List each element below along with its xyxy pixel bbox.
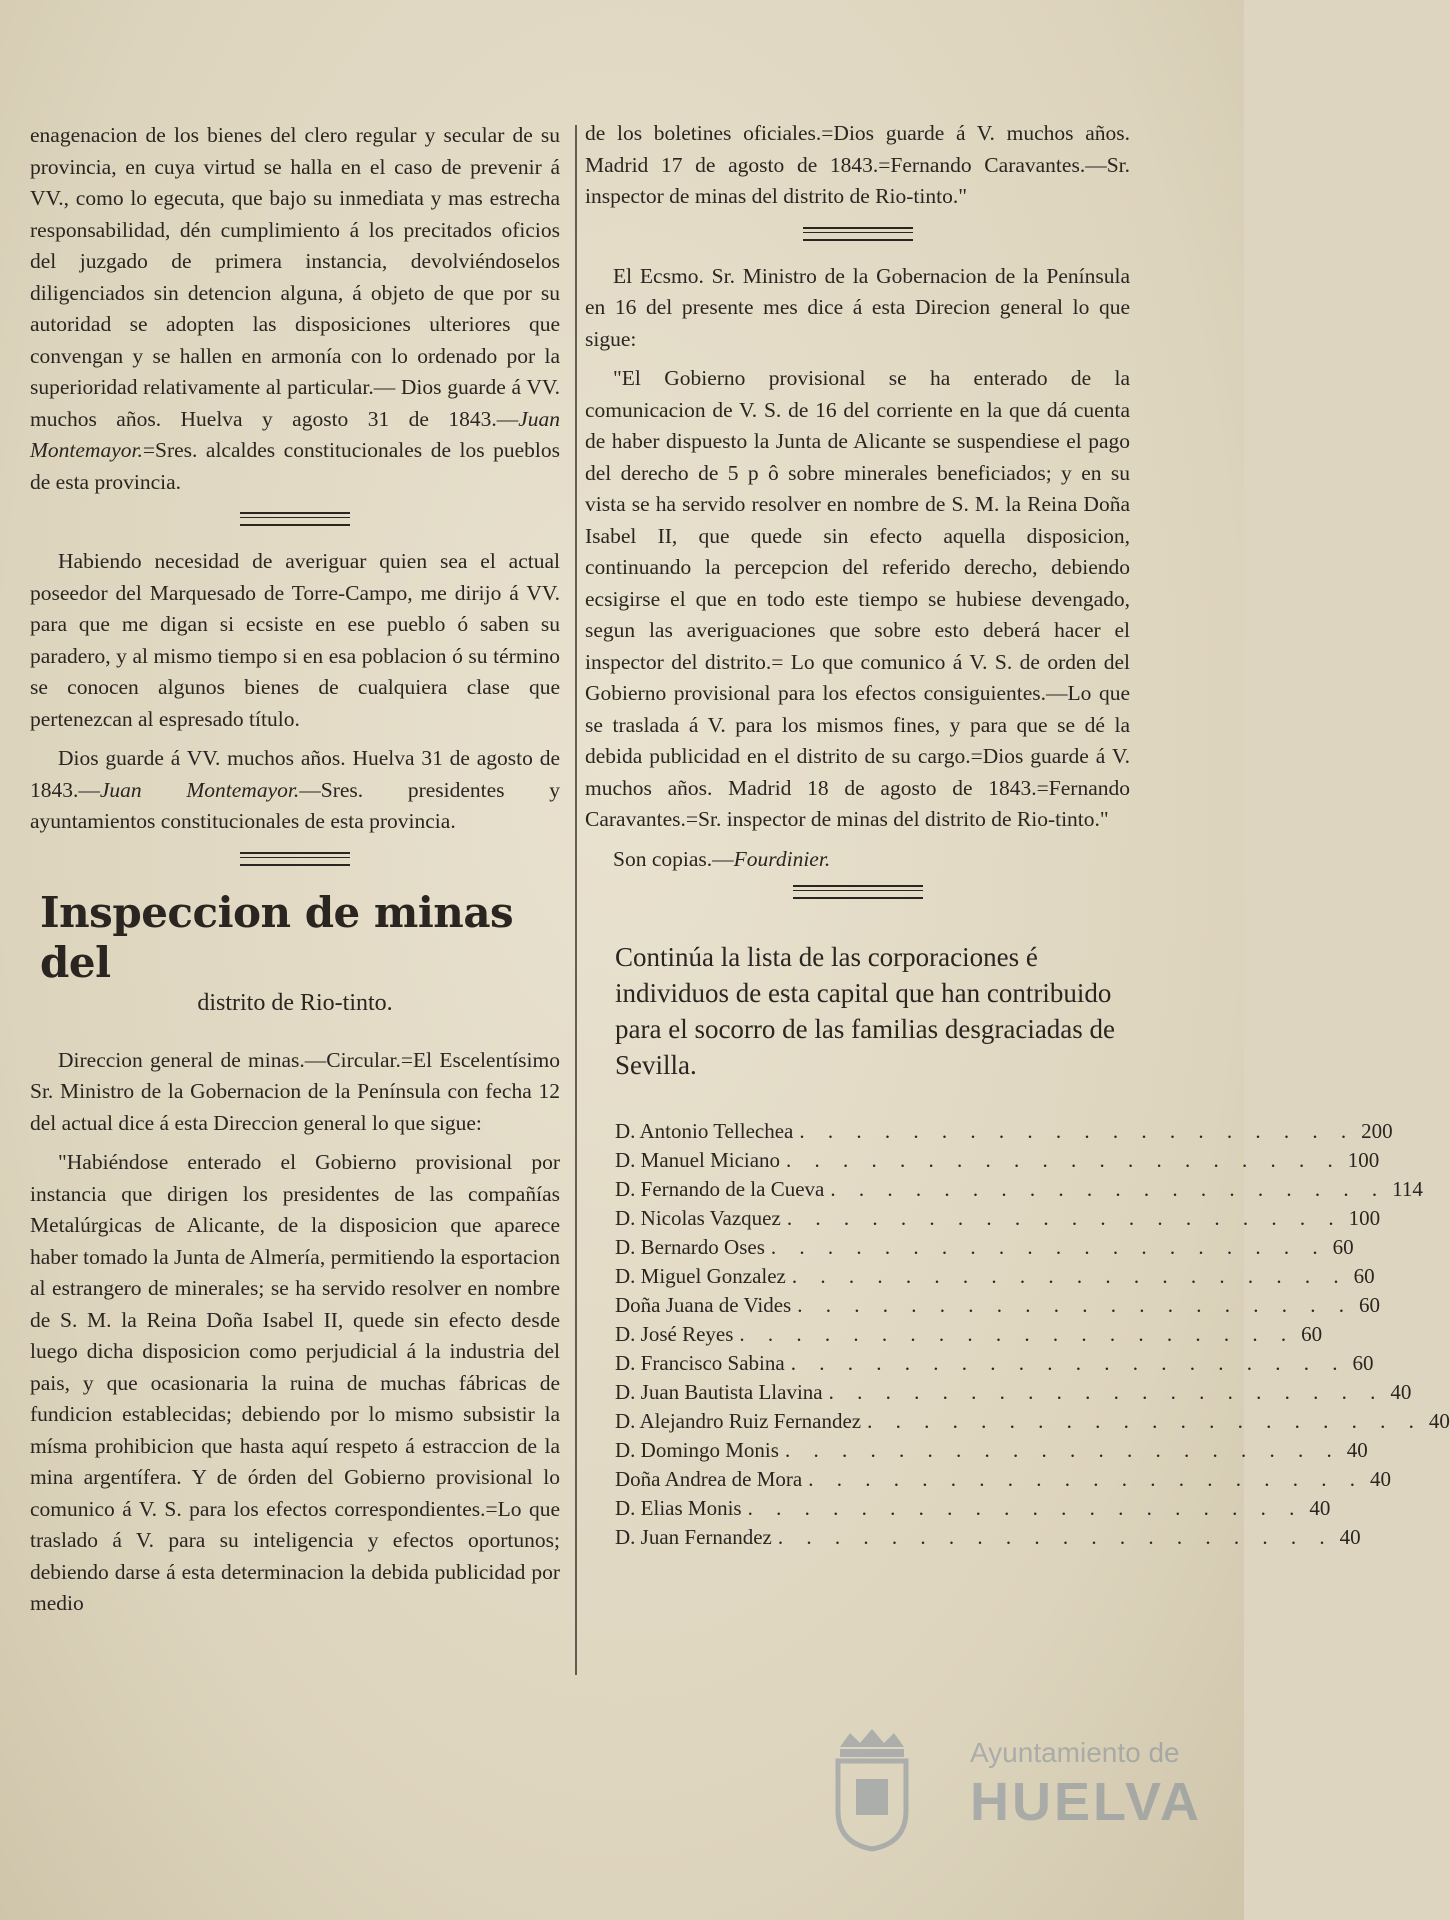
paragraph-text: =Sres. alcaldes constitucionales de los pueblos de esta provincia.: [30, 438, 560, 494]
donor-name: D. Domingo Monis: [615, 1438, 779, 1462]
donor-amount: 100: [1347, 1148, 1380, 1172]
donor-amount: 100: [1348, 1206, 1381, 1230]
donor-row: [615, 1175, 1423, 1204]
leader-dots: . . . . . . . . . . . . . . . . . . . .: [791, 1264, 1348, 1288]
paragraph: [30, 120, 560, 498]
paragraph-text: enagenacion de los bienes del clero regular y secular de su provincia, en cuya virtud se halla en el caso de prevenir á VV., como lo egecuta, que bajo su inmediata y mas estrecha responsabilidad, dén cumplimiento á los precitados oficios del juzgado de primera instancia, devolviéndoselos diligenciados sin detencion alguna, á objeto de que por su autoridad se adopten las disposiciones ulteriores que convengan y se hallen en armonía con lo ordenado por la superioridad relativamente al particular.— Dios guarde á VV. muchos años. Huelva y agosto 31 de 1843.—: [30, 123, 560, 431]
paragraph: de los boletines oficiales.=Dios guarde á V. muchos años. Madrid 17 de agosto de 1843.=Fernando Caravantes.—Sr. inspector de minas del distrito de Rio-tinto.": [585, 121, 1130, 208]
signature: Fourdinier.: [733, 846, 831, 871]
donor-row: [615, 1378, 1412, 1407]
donor-row: [615, 1465, 1391, 1494]
donor-amount: 60: [1358, 1293, 1380, 1317]
watermark: [830, 1725, 1202, 1855]
paragraph: Direccion general de minas.—Circular.=El Escelentísimo Sr. Ministro de la Gobernacion de la Península con fecha 12 del actual dice á esta Direccion general lo que sigue:: [30, 1047, 560, 1135]
leader-dots: . . . . . . . . . . . . . . . . . . . .: [830, 1177, 1387, 1201]
donor-amount: 40: [1428, 1409, 1450, 1433]
donor-name: D. Antonio Tellechea: [615, 1119, 794, 1143]
donor-name: D. Manuel Miciano: [615, 1148, 781, 1172]
section-heading: Inspeccion de minas del: [40, 887, 514, 987]
paragraph-text: Dios guarde á VV. muchos años. Huelva 31 de agosto de 1843.—: [30, 746, 560, 802]
leader-dots: . . . . . . . . . . . . . . . . . . . .: [790, 1351, 1347, 1375]
paragraph-text: —Sres. presidentes y ayuntamientos constitucionales de esta provincia.: [30, 777, 561, 833]
donor-name: Doña Juana de Vides: [615, 1293, 792, 1317]
leader-dots: . . . . . . . . . . . . . . . . . . . .: [808, 1467, 1364, 1491]
separator-rule: [240, 852, 350, 866]
section-subheading: distrito de Rio-tinto.: [197, 989, 393, 1016]
leader-dots: . . . . . . . . . . . . . . . . . . . .: [777, 1525, 1334, 1549]
donor-row: [615, 1146, 1380, 1175]
crown-shield-icon: [830, 1725, 914, 1850]
donor-row: [615, 1494, 1331, 1523]
donor-name: D. Juan Bautista Llavina: [615, 1380, 823, 1404]
donation-list: [585, 1117, 1450, 1552]
leader-dots: . . . . . . . . . . . . . . . . . . . .: [784, 1438, 1341, 1462]
leader-dots: . . . . . . . . . . . . . . . . . . . .: [739, 1322, 1296, 1346]
donor-name: D. Nicolas Vazquez: [615, 1206, 781, 1230]
donor-name: D. Miguel Gonzalez: [615, 1264, 786, 1288]
donor-amount: 40: [1346, 1438, 1368, 1462]
donor-amount: 60: [1332, 1235, 1354, 1259]
donor-name: D. Fernando de la Cueva: [615, 1177, 825, 1201]
donor-row: [615, 1204, 1381, 1233]
donor-amount: 60: [1301, 1322, 1323, 1346]
leader-dots: . . . . . . . . . . . . . . . . . . . .: [828, 1380, 1385, 1404]
paragraph: "Habiéndose enterado el Gobierno provisional por instancia que dirigen los presidentes de las compañías Metalúrgicas de Alicante, de la disposicion que aparece haber tomado la Junta de Almería, permitiendo la esportacion al estrangero de minerales; se ha servido resolver en nombre de S. M. la Reina Doña Isabel II, quede sin efecto desde luego dicha disposicion como perjudicial á la industria del pais, y que ocasionaria la ruina de muchas fábricas de fundicion establecidas; debiendo por lo mismo subsistir la mísma prohibicion que hasta aquí respeto á estraccion de la mina argentífera. Y de órden del Gobierno provisional lo comunico á V. S. para los efectos correspondientes.=Lo que traslado á V. para su inteligencia y efectos oportunos; debiendo darse á esta determinacion la debida publicidad por medio: [30, 1150, 560, 1615]
donor-amount: 114: [1392, 1177, 1423, 1201]
donor-row: [615, 1436, 1368, 1465]
watermark-line2: HUELVA: [970, 1772, 1202, 1832]
paragraph-text: Son copias.—: [613, 846, 734, 871]
donor-name: D. Juan Fernandez: [615, 1525, 772, 1549]
paragraph: Habiendo necesidad de averiguar quien sea el actual poseedor del Marquesado de Torre-Campo, me dirijo á VV. para que me digan si ecsiste en ese pueblo ó saben su paradero, y al mismo tiempo si en esa poblacion ó su término se conocen algunos bienes de cualquiera clase que pertenezcan al espresado título.: [30, 549, 560, 731]
separator-rule: [803, 227, 913, 241]
leader-dots: . . . . . . . . . . . . . . . . . . . .: [867, 1409, 1423, 1433]
donor-amount: 200: [1361, 1119, 1393, 1143]
donor-name: D. Bernardo Oses: [615, 1235, 765, 1259]
paragraph: "El Gobierno provisional se ha enterado de la comunicacion de V. S. de 16 del corriente en la que dá cuenta de haber dispuesto la Junta de Alicante se suspendiese el pago del derecho de 5 p ô sobre minerales beneficiados; y en su vista se ha servido resolver en nombre de S. M. la Reina Doña Isabel II, que quede sin efecto aquella disposicion, continuando la percepcion del referido derecho, debiendo ecsigirse el que en todo este tiempo se hubiese devengado, segun las averiguaciones que sobre esto deberá hacer el inspector del distrito.= Lo que comunico á V. S. de orden del Gobierno provisional para los efectos consiguientes.—Lo que se traslada á V. para los mismos fines, y para que se dé la debida publicidad en el distrito de su cargo.=Dios guarde á V. muchos años. Madrid 18 de agosto de 1843.=Fernando Caravantes.=Sr. inspector de minas del distrito de Rio-tinto.": [585, 366, 1130, 831]
donor-name: D. José Reyes: [615, 1322, 734, 1346]
donor-name: D. Francisco Sabina: [615, 1351, 785, 1375]
leader-dots: . . . . . . . . . . . . . . . . . . . .: [747, 1496, 1304, 1520]
paragraph: El Ecsmo. Sr. Ministro de la Gobernacion de la Península en 16 del presente mes dice á esta Direcion general lo que sigue:: [585, 263, 1130, 351]
paragraph: [30, 743, 560, 838]
donor-row: [615, 1407, 1450, 1436]
donor-name: D. Alejandro Ruiz Fernandez: [615, 1409, 862, 1433]
donor-amount: 40: [1369, 1467, 1391, 1491]
column-divider: [575, 125, 577, 1675]
donor-amount: 60: [1352, 1351, 1374, 1375]
right-column: [585, 118, 1450, 1552]
donor-row: [615, 1262, 1375, 1291]
leader-dots: . . . . . . . . . . . . . . . . . . . .: [786, 1206, 1343, 1230]
watermark-line1: Ayuntamiento de: [970, 1737, 1180, 1768]
donor-row: [615, 1117, 1393, 1146]
leader-dots: . . . . . . . . . . . . . . . . . . . .: [799, 1119, 1356, 1143]
donor-name: Doña Andrea de Mora: [615, 1467, 803, 1491]
donor-row: [615, 1291, 1380, 1320]
signature: Juan Montemayor.: [99, 777, 300, 802]
leader-dots: . . . . . . . . . . . . . . . . . . . .: [797, 1293, 1353, 1317]
donor-amount: 40: [1339, 1525, 1361, 1549]
donor-row: [615, 1320, 1323, 1349]
separator-rule: [240, 512, 350, 526]
leader-dots: . . . . . . . . . . . . . . . . . . . .: [786, 1148, 1342, 1172]
donor-row: [615, 1349, 1374, 1378]
donor-amount: 40: [1390, 1380, 1412, 1404]
donor-row: [615, 1523, 1361, 1552]
signature: Juan Montemayor.: [30, 406, 560, 462]
leader-dots: . . . . . . . . . . . . . . . . . . . .: [770, 1235, 1327, 1259]
paragraph: [585, 844, 1130, 876]
donor-amount: 60: [1353, 1264, 1375, 1288]
donor-name: D. Elias Monis: [615, 1496, 742, 1520]
separator-rule: [793, 885, 923, 899]
donation-list-title: Continúa la lista de las corporaciones é individuos de esta capital que han contribuido para el socorro de las familias desgraciadas de Sevilla.: [615, 942, 1116, 1080]
donor-row: [615, 1233, 1354, 1262]
left-column: [30, 120, 560, 1628]
donor-amount: 40: [1309, 1496, 1331, 1520]
